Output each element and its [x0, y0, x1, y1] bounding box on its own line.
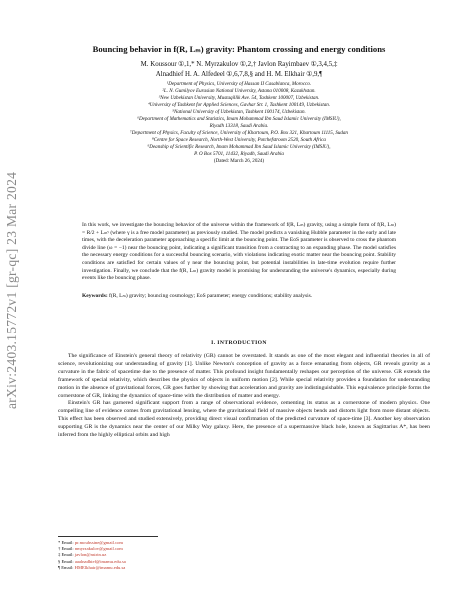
keywords-text: f(R, Lₘ) gravity; bouncing cosmology; EoS parameter; energy conditions; stability analysis.: [109, 293, 313, 299]
body-text: [58, 353, 430, 440]
affiliation: ³New Uzbekistan University, Mustaqillik Ave. 54, Tashkent 100007, Uzbekistan.: [158, 95, 320, 101]
footnote: † Email: nmyrzakulov@gmail.com: [58, 546, 123, 552]
footnote-rule: [58, 536, 158, 537]
email-link[interactable]: aaalnadhief@imamu.edu.sa: [74, 558, 126, 564]
author-list: [48, 60, 430, 79]
affiliation: ⁸Centre for Space Research, North-West University, Potchefstroom 2520, South Africa: [152, 137, 326, 143]
dated-line: (Dated: March 26, 2024): [213, 158, 265, 164]
section-heading: I. INTRODUCTION: [211, 340, 267, 346]
keywords: [82, 293, 396, 301]
affiliation: Riyadh 13318, Saudi Arabia.: [209, 123, 269, 129]
affiliation: ⁴University of Tashkent for Applied Sciences, Gavhar Str. 1, Tashkent 100149, Uzbekistan.: [147, 102, 331, 108]
paper-title: Bouncing behavior in f(R, Lₘ) gravity: Phantom crossing and energy conditions: [92, 44, 386, 54]
affiliation: ²L. N. Gumilyov Eurasian National University, Astana 010008, Kazakhstan.: [162, 88, 316, 94]
email-link[interactable]: nmyrzakulov@gmail.com: [74, 546, 123, 552]
footnote: § Email: aaalnadhief@imamu.edu.sa: [58, 558, 126, 564]
affiliation: ⁶Department of Mathematics and Statistics, Imam Mohammad Ibn Saud Islamic University (IMSIU),: [137, 116, 341, 122]
affiliation: P. O Box 5701, 11432, Riyadh, Saudi Arabia: [194, 151, 284, 157]
email-link[interactable]: pr.mouhssine@gmail.com: [74, 540, 123, 545]
footnote: ‡ Email: javlon@astrin.uz: [58, 552, 107, 558]
affiliation: ¹Department of Physics, University of Hassan II Casablanca, Morocco.: [166, 81, 312, 87]
affiliation: ⁷Department of Physics, Faculty of Science, University of Khartoum, P.O. Box 321, Khartoum 11115, Sudan: [130, 130, 348, 136]
arxiv-stamp: arXiv:2403.15772v1 [gr-qc] 23 Mar 2024: [4, 171, 19, 409]
abstract: In this work, we investigate the bouncing behavior of the universe within the framework of f(R, Lₘ) gravity, using a simple form of f(R, Lₘ) = R/2 + Lₘᵞ (where γ is a free model parameter) as previously studied. The model predicts a vanishing Hubble parameter in the early and late times, with the deceleration parameter approaching a specific limit at the bouncing point. The EoS parameter is observed to cross the phantom divide line (ω = −1) near the bouncing point, indicating a significant transition from a contracting to an expanding phase. The model satisfies the necessary energy conditions for a successful bouncing scenario, with violations indicating exotic matter near the bouncing point. Stability conditions are satisfied for certain values of γ near the bouncing point, but potential instabilities in late-time evolution require further investigation. Finally, we conclude that the f(R, Lₘ) gravity model is promising for understanding the universe's dynamics, especially during events like the bouncing phase.: [82, 222, 396, 282]
paragraph: Einstein's GR has garnered significant support from a range of observational evidence, cementing its status as a cornerstone of modern physics. One compelling line of evidence comes from gravitational lensing, where the gravitational field of massive objects bends and distorts light from more distant objects. This effect has been observed and studied extensively, providing direct visual confirmation of the predicted curvature of space-time [3]. Another key observation supporting GR is the dynamics near the center of our Milky Way galaxy. Here, the presence of a supermassive black hole, known as Sagittarius A*, has been inferred from the highly elliptical orbits and high: [58, 400, 430, 439]
footnote: ¶ Email: HMElkhair@imamu.edu.sa: [58, 564, 126, 570]
affiliations: [48, 81, 430, 165]
authors-line-1: M. Koussour ①,1,* N. Myrzakulov ①,2,† Javlon Rayimbaev ①,3,4,5,‡: [140, 61, 338, 68]
footnotes: [58, 540, 358, 571]
keywords-label: Keywords:: [82, 293, 108, 299]
email-link[interactable]: HMElkhair@imamu.edu.sa: [74, 564, 126, 570]
footnote: * Email: pr.mouhssine@gmail.com: [58, 540, 123, 545]
email-link[interactable]: javlon@astrin.uz: [74, 552, 107, 558]
authors-line-2: Alnadhief H. A. Alfedeel ①,6,7,8,§ and H. M. Elkhair ①,9,¶: [155, 70, 323, 78]
affiliation: ⁵National University of Uzbekistan, Tashkent 100174, Uzbekistan.: [172, 109, 306, 115]
paragraph: The significance of Einstein's general theory of relativity (GR) cannot be overstated. It stands as one of the most elegant and influential theories in all of science, revolutionizing our understanding of gravity [1]. Unlike Newton's conception of gravity as a force emanating from objects, GR reveals gravity as a curvature in the fabric of spacetime due to the presence of matter. This profound insight fundamentally reshapes our perception of the universe. GR extends the framework of special relativity, which describes the physics of objects in uniform motion [2]. While special relativity provides a foundation for understanding motion in the absence of gravitational forces, GR goes further by showing that acceleration and gravity are indistinguishable. This equivalence principle forms the cornerstone of GR, linking the dynamics of space-time with the distribution of matter and energy.: [58, 353, 430, 399]
affiliation: ⁹Deanship of Scientific Research, Imam Mohammad Ibn Saud Islamic University (IMSIU),: [147, 144, 331, 150]
